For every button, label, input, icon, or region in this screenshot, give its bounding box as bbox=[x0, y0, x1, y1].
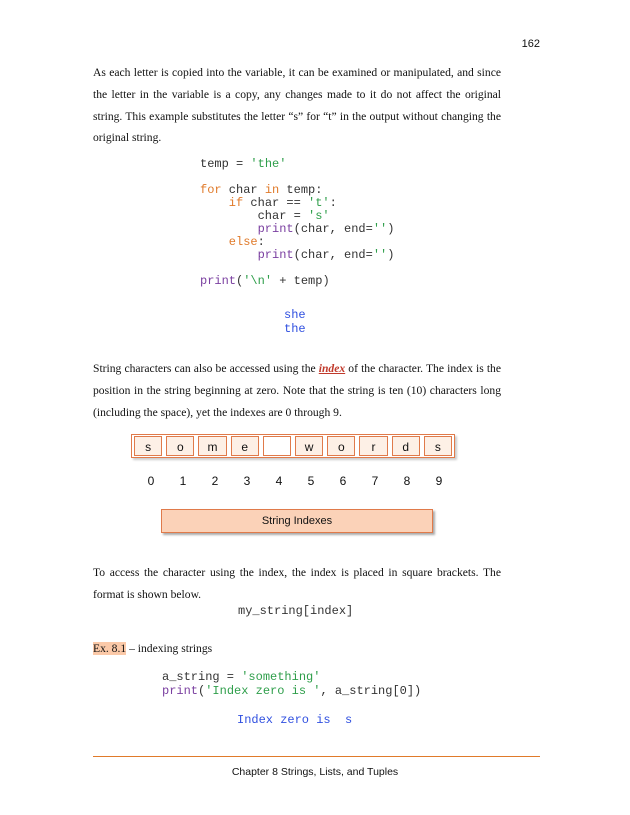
char-cell: o bbox=[166, 436, 194, 456]
index-number: 4 bbox=[275, 474, 283, 488]
footer-divider bbox=[93, 756, 540, 757]
paragraph-access: To access the character using the index, the index is placed in square brackets. The format is shown below. bbox=[93, 566, 501, 601]
char-cell: w bbox=[295, 436, 323, 456]
index-number: 0 bbox=[147, 474, 155, 488]
page-number: 162 bbox=[521, 38, 540, 50]
example-label: Ex. 8.1 bbox=[93, 642, 127, 655]
code-output-substitute: she the bbox=[284, 308, 306, 336]
char-cell: m bbox=[198, 436, 226, 456]
char-cell-space bbox=[263, 436, 291, 456]
code-block-indexing: a_string = 'something' print('Index zero is ', a_string[0]) bbox=[162, 670, 422, 698]
index-term: index bbox=[318, 362, 346, 375]
char-cell: s bbox=[424, 436, 452, 456]
index-number: 8 bbox=[403, 474, 411, 488]
string-diagram bbox=[131, 434, 455, 458]
index-number: 9 bbox=[435, 474, 443, 488]
example-title: – indexing strings bbox=[126, 642, 213, 655]
diagram-caption: String Indexes bbox=[161, 509, 433, 533]
code-output-indexing: Index zero is s bbox=[237, 713, 353, 727]
char-cell: e bbox=[231, 436, 259, 456]
chapter-footer: Chapter 8 Strings, Lists, and Tuples bbox=[231, 766, 399, 778]
index-row bbox=[135, 474, 455, 488]
index-number: 6 bbox=[339, 474, 347, 488]
char-cell: o bbox=[327, 436, 355, 456]
char-cell: d bbox=[392, 436, 420, 456]
paragraph-index: String characters can also be accessed using the index of the character. The index is the position in the string beginning at zero. Note that the string is ten (10) characters long (including the space), yet the indexes are 0 through 9. bbox=[93, 362, 501, 419]
index-number: 3 bbox=[243, 474, 251, 488]
index-number: 7 bbox=[371, 474, 379, 488]
index-number: 1 bbox=[179, 474, 187, 488]
char-cell: r bbox=[359, 436, 387, 456]
example-heading bbox=[93, 642, 212, 655]
paragraph-intro: As each letter is copied into the variable, it can be examined or manipulated, and since the letter in the variable is a copy, any changes made to it do not affect the original string. This example substitutes the letter “s” for “t” in the output without changing the original string. bbox=[93, 66, 501, 145]
code-block-substitute: temp = 'the' for char in temp: if char == 't': char = 's' print(char, end='') else: print(char, end='') print('\n' + temp) bbox=[200, 157, 395, 288]
format-code: my_string[index] bbox=[238, 604, 354, 618]
char-cell: s bbox=[134, 436, 162, 456]
index-number: 5 bbox=[307, 474, 315, 488]
index-number: 2 bbox=[211, 474, 219, 488]
